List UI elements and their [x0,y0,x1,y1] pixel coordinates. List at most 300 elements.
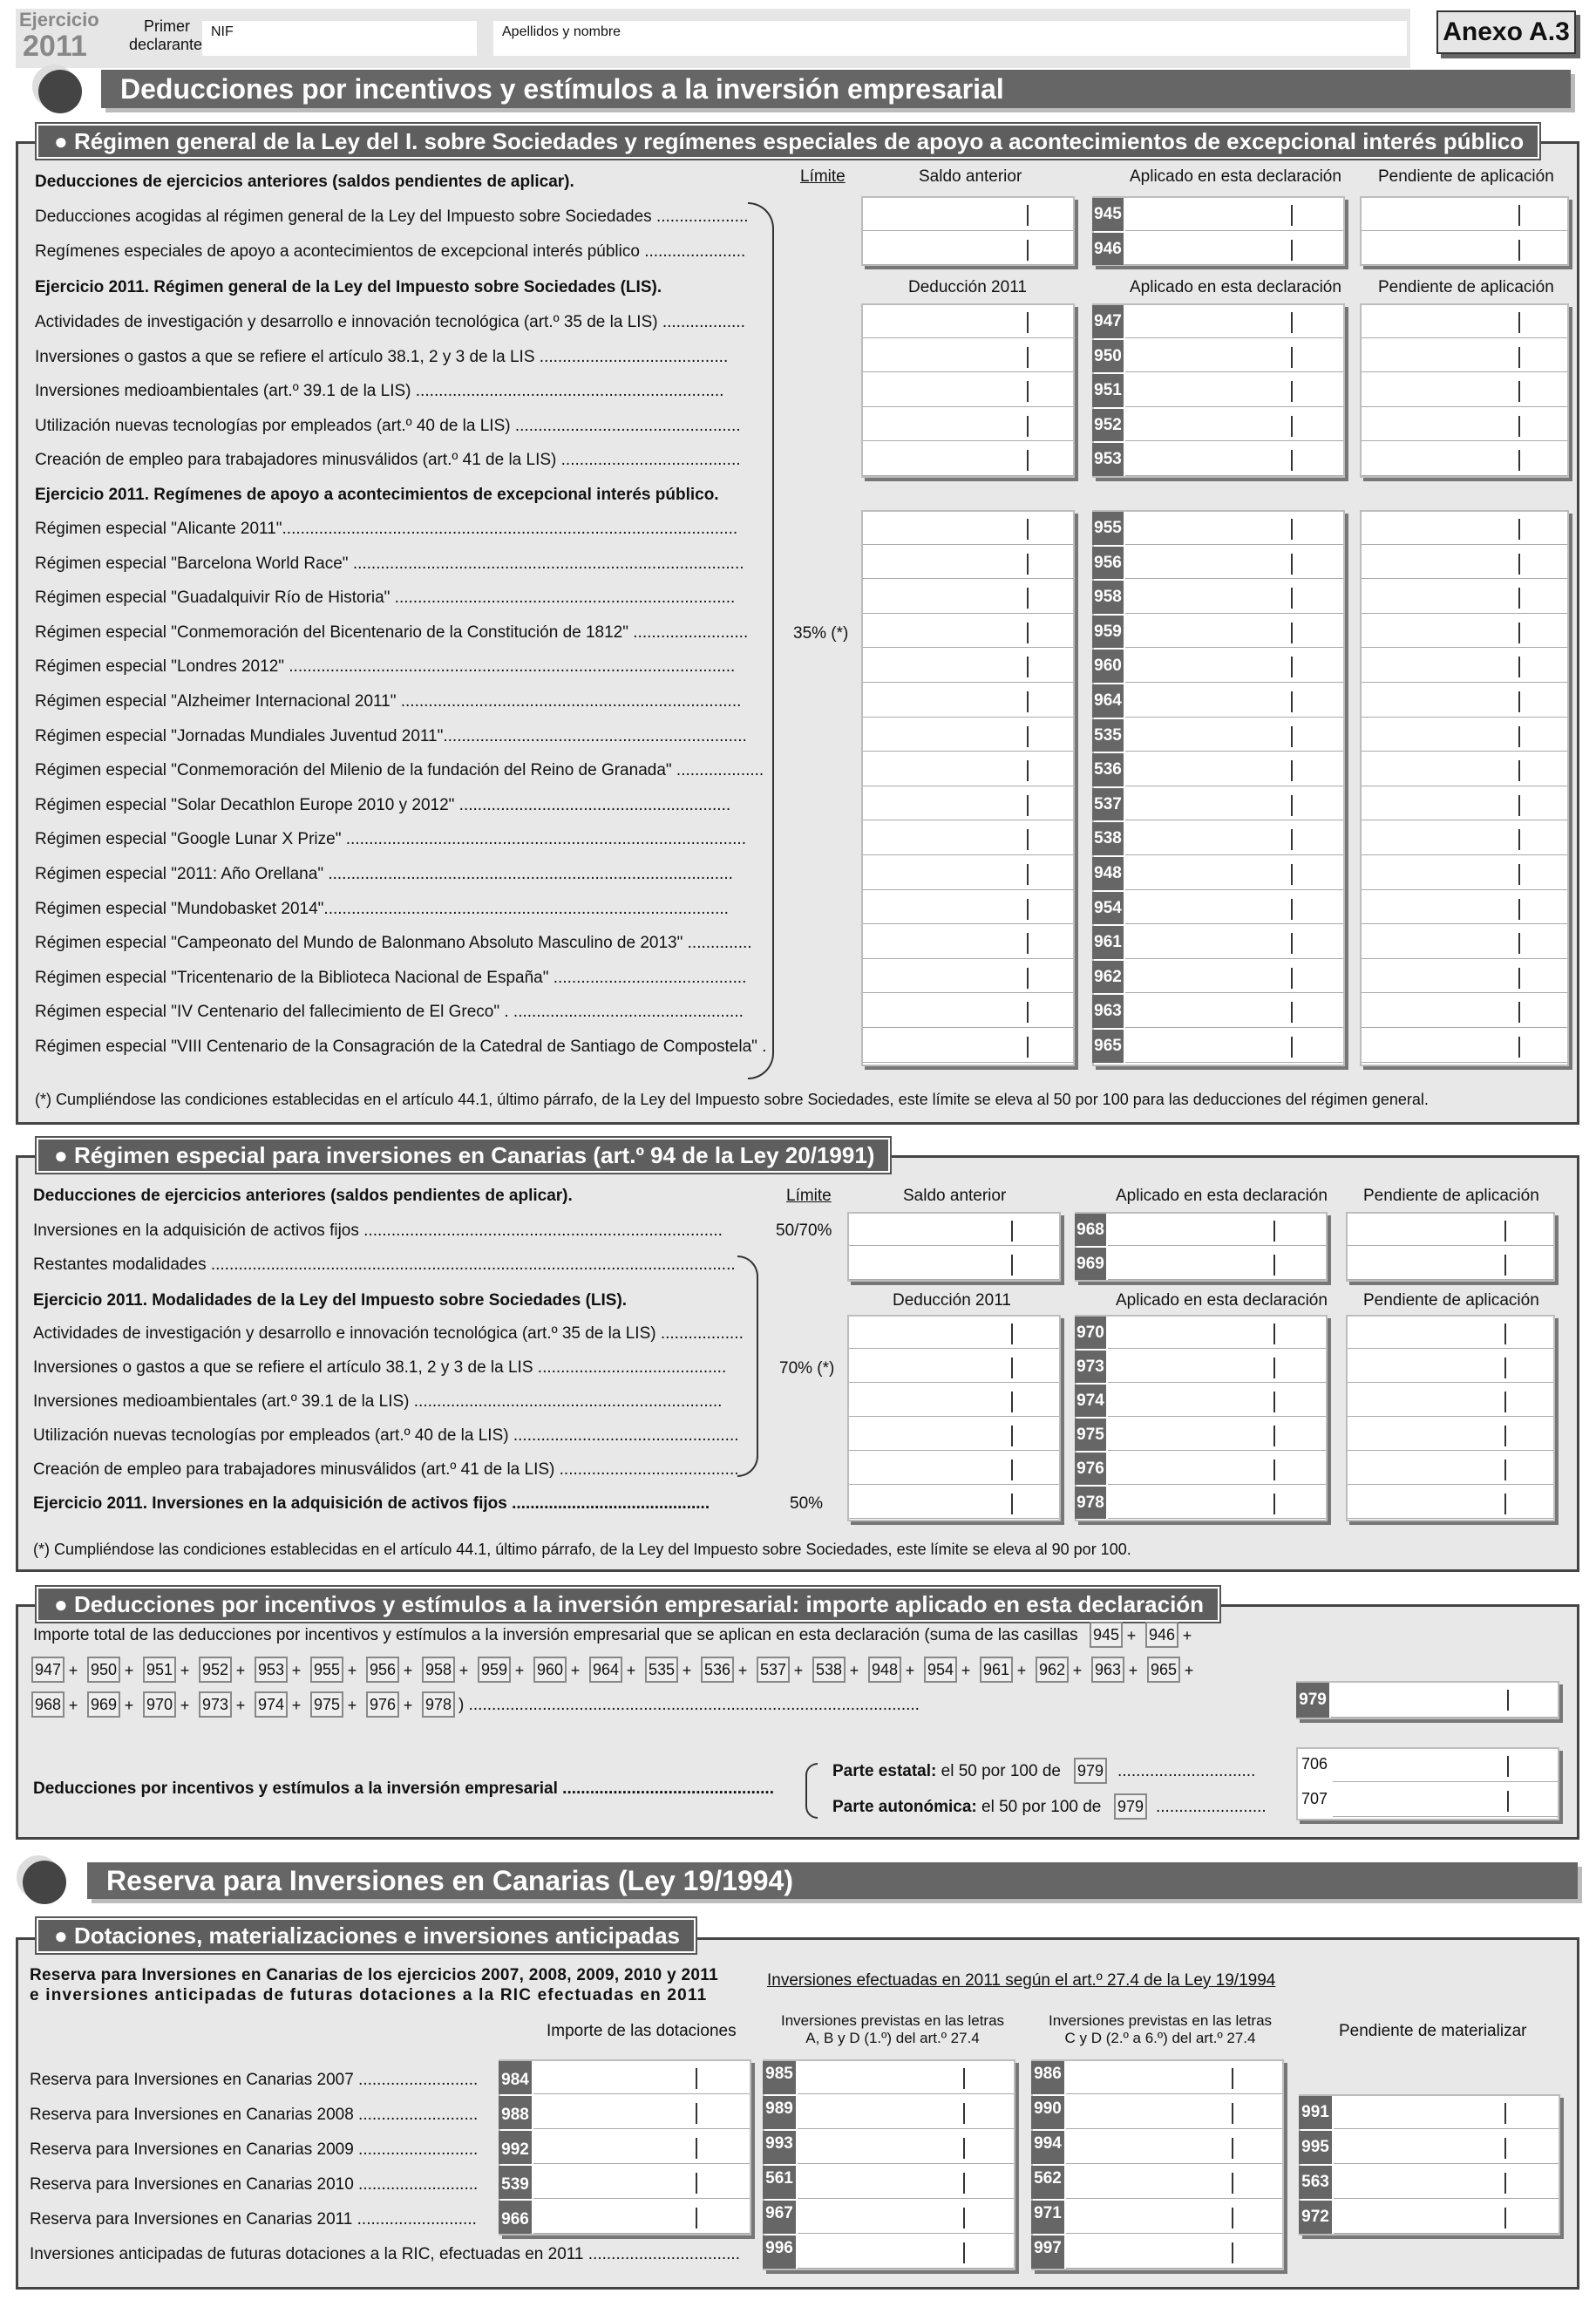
input-cell[interactable] [1125,409,1343,442]
input-cell[interactable] [1108,1385,1326,1417]
decimal-separator [1027,829,1029,850]
input-cell[interactable] [798,2131,1014,2164]
input-cell[interactable] [798,2061,1014,2094]
box-code-light: 707 [1298,1784,1331,1817]
box-code: 535 [1092,719,1124,752]
casilla-chip: 960 [533,1657,567,1683]
box-code: 562 [1031,2166,1064,2199]
decimal-separator [1518,864,1520,885]
input-cell[interactable] [1108,1419,1326,1451]
row-label: Utilización nuevas tecnologías por empleados (art.º 40 de la LIS) ................................................. [33,1426,739,1445]
plus-sign: + [1126,1627,1137,1644]
input-cell[interactable] [849,1317,1059,1349]
input-cell[interactable] [849,1351,1059,1383]
input-cell[interactable] [1362,650,1567,683]
limit-value: 35% (*) [793,624,849,643]
input-cell[interactable] [863,409,1073,442]
decimal-separator [1027,933,1029,954]
decimal-separator [1518,760,1520,781]
input-cell[interactable] [1334,2201,1559,2234]
col-saldo: Saldo anterior [903,1187,1007,1205]
decimal-separator [1518,416,1520,437]
input-cell[interactable] [1066,2131,1282,2164]
row-label: Deducciones acogidas al régimen general de la Ley del Impuesto sobre Sociedades .................... [35,208,749,226]
casilla-chip: 964 [589,1657,622,1683]
input-cell[interactable] [1362,616,1567,649]
input-cell[interactable] [533,2061,750,2094]
input-cell[interactable] [863,581,1073,614]
input-cell[interactable] [798,2166,1014,2199]
row-label: Inversiones medioambientales (art.º 39.1 de la LIS) ................................................................... [35,382,724,401]
box-code: 968 [1075,1214,1106,1246]
casilla-chip: 953 [255,1657,288,1683]
input-cell[interactable] [1125,1030,1343,1063]
decimal-separator [1504,2103,1506,2124]
input-cell[interactable] [1125,547,1343,580]
col-ded: Deducción 2011 [893,1291,1011,1310]
input-cell[interactable] [1362,340,1567,373]
box-code: 978 [1075,1487,1106,1519]
input-cell[interactable] [1348,1214,1553,1246]
input-cell[interactable] [1125,650,1343,683]
input-cell[interactable] [1362,233,1567,266]
parte-estatal-text: el 50 por 100 de [936,1762,1061,1780]
section-title: Deducciones por incentivos y estímulos a la inversión empresarial [101,70,1571,108]
input-cell[interactable] [1362,198,1567,231]
parte-autonomica-label: Parte autonómica: [832,1798,977,1816]
plus-sign: + [124,1697,134,1714]
input-cell[interactable] [1125,305,1343,338]
decimal-separator [1518,347,1520,368]
input-cell[interactable] [1362,926,1567,959]
decimal-separator [963,2103,965,2124]
input-cell[interactable] [1125,512,1343,545]
decimal-separator [1291,623,1293,643]
input-cell[interactable] [1125,340,1343,373]
box-code: 947 [1092,305,1124,338]
decimal-separator [1291,760,1293,781]
decimal-separator [1027,554,1029,575]
box-code: 960 [1092,650,1124,683]
input-cell[interactable] [1362,822,1567,855]
box-code: 966 [499,2201,532,2234]
row-label: Reserva para Inversiones en Canarias 2010 .......................... [30,2175,479,2194]
input-cell[interactable] [863,961,1073,994]
input-cell[interactable] [1125,581,1343,614]
intro: Importe total de las deducciones por incentivos y estímulos a la inversión empresarial que se aplican en esta declaración (suma de las casillas [33,1626,1078,1644]
input-cell[interactable] [1125,961,1343,994]
decimal-separator [1232,2068,1233,2089]
casilla-chip: 950 [87,1657,120,1683]
input-cell[interactable] [863,1030,1073,1063]
decimal-separator [1232,2242,1233,2263]
input-cell[interactable] [863,443,1073,476]
exercise-year: 2011 [23,30,87,63]
decimal-separator [1291,1002,1293,1023]
heading-prev: Deducciones de ejercicios anteriores (saldos pendientes de aplicar). [35,173,574,191]
input-cell[interactable] [863,340,1073,373]
col-pendiente: Pendiente de aplicación [1363,1291,1539,1310]
plus-sign: + [1182,1627,1192,1644]
decimal-separator [1291,450,1293,471]
input-cell[interactable] [849,1214,1059,1246]
input-cell[interactable] [863,233,1073,266]
casilla-chip: 536 [701,1657,734,1683]
section-bullet-icon [23,1861,66,1904]
input-cell[interactable] [1066,2166,1282,2199]
casilla-chip: 979 [1114,1793,1147,1820]
box-code: 963 [1092,995,1124,1028]
box-code: 993 [763,2131,796,2164]
input-cell[interactable] [863,926,1073,959]
input-cell[interactable] [1125,995,1343,1028]
decimal-separator [1011,1324,1013,1344]
decimal-separator [1291,864,1293,885]
input-cell[interactable] [1108,1487,1326,1519]
casilla-chip: 962 [1036,1657,1069,1683]
decimal-separator [1027,657,1029,677]
input-cell[interactable] [1066,2096,1282,2129]
box-code: 958 [1092,581,1124,614]
input-cell[interactable] [1348,1453,1553,1485]
decimal-separator [1273,1324,1275,1344]
input-cell[interactable] [849,1419,1059,1451]
input-cell[interactable] [849,1385,1059,1417]
input-cell[interactable] [863,650,1073,683]
decimal-separator [1291,795,1293,816]
row-label: Régimen especial "Tricentenario de la Biblioteca Nacional de España" .......................................... [35,968,747,987]
plus-sign: + [235,1697,246,1714]
row-label: Régimen especial "Alzheimer Internacional 2011" .......................................................................... [35,692,742,711]
input-cell[interactable] [1362,788,1567,821]
input-cell[interactable] [1362,753,1567,786]
plus-sign: + [403,1697,413,1714]
input-cell[interactable] [1066,2235,1282,2269]
casilla-chip: 956 [366,1657,399,1683]
input-cell[interactable] [533,2131,750,2164]
decimal-separator [1504,2173,1506,2194]
row-label: Actividades de investigación y desarrollo e innovación tecnológica (art.º 35 de la LIS) .................. [33,1324,744,1343]
casilla-chip: 948 [868,1657,901,1683]
decimal-separator [1011,1460,1013,1480]
casilla-chip: 975 [310,1691,343,1718]
input-cell[interactable] [863,616,1073,649]
input-cell[interactable] [863,198,1073,231]
col-pendiente: Pendiente de aplicación [1378,167,1554,186]
col-pend: Pendiente de materializar [1339,2022,1527,2040]
decimal-separator [1027,899,1029,920]
plus-sign: + [849,1662,859,1679]
input-cell[interactable] [533,2096,750,2129]
box-code: 996 [763,2235,796,2269]
box-code: 985 [763,2061,796,2094]
row-label: Régimen especial "Alicante 2011"................................................................................................... [35,520,738,538]
decimal-separator [1027,968,1029,989]
input-cell[interactable] [1333,1784,1558,1817]
tab-importe-aplicado-label: Deducciones por incentivos y estímulos a la inversión empresarial: importe aplicado en esta declaración [73,1591,1205,1617]
plus-sign: + [737,1662,748,1679]
row-label: Régimen especial "Conmemoración del Bicentenario de la Constitución de 1812" ......................... [35,623,749,642]
input-cell[interactable] [1348,1317,1553,1349]
row-label: Régimen especial "Jornadas Mundiales Juventud 2011".................................................................. [35,726,747,745]
row-label: Reserva para Inversiones en Canarias 2011 .......................... [30,2210,477,2229]
plus-sign: + [68,1697,78,1714]
decimal-separator [1507,1690,1509,1711]
decimal-separator [1518,312,1520,333]
box-code: 956 [1092,547,1124,580]
decimal-separator [1011,1255,1013,1276]
decimal-separator [1232,2138,1233,2159]
casilla-chip: 951 [143,1657,176,1683]
input-cell[interactable] [1334,2166,1559,2199]
box-code: 539 [499,2166,532,2199]
input-cell[interactable] [1348,1419,1553,1451]
row-label: Régimen especial "Google Lunar X Prize" ....................................................................................... [35,830,746,849]
input-cell[interactable] [1108,1214,1326,1246]
decimal-separator [1518,381,1520,402]
box-code: 945 [1092,198,1124,231]
input-cell[interactable] [798,2235,1014,2269]
casilla-chip: 970 [143,1691,176,1718]
box-code: 948 [1092,857,1124,890]
decimal-separator [1027,240,1029,261]
input-cell[interactable] [863,547,1073,580]
input-cell[interactable] [1125,684,1343,718]
plus-sign: + [961,1662,971,1679]
decimal-separator [1027,347,1029,368]
input-cell[interactable] [1333,1749,1558,1782]
box-code: 989 [763,2096,796,2129]
casilla-chip: 947 [31,1657,65,1683]
tab-ric: ● Dotaciones, materializaciones e inversiones anticipadas [37,1918,696,1953]
input-cell[interactable] [1362,305,1567,338]
decimal-separator [1027,381,1029,402]
dots: ) .................................................................................................. [458,1696,920,1714]
decimal-separator [1291,416,1293,437]
input-cell[interactable] [849,1453,1059,1485]
parte-estatal [832,1763,1061,1779]
input-cell[interactable] [863,512,1073,545]
input-cell[interactable] [1125,926,1343,959]
input-cell[interactable] [849,1248,1059,1280]
casilla-chip: 946 [1145,1622,1178,1648]
casilla-chip: 961 [980,1657,1013,1683]
box-code: 972 [1299,2201,1332,2234]
input-cell[interactable] [1362,443,1567,476]
casilla-chip: 958 [422,1657,455,1683]
box-code: 946 [1092,233,1124,266]
input-cell[interactable] [1348,1385,1553,1417]
plus-sign: + [403,1662,413,1679]
heading-lis: Ejercicio 2011. Régimen general de la Ley del Impuesto sobre Sociedades (LIS). [35,278,662,296]
input-cell[interactable] [1348,1248,1553,1280]
decimal-separator [1504,1426,1506,1446]
decimal-separator [1518,588,1520,609]
tab-regimen-general-label: Régimen general de la Ley del I. sobre Sociedades y regímenes especiales de apoyo a acontecimientos de excepcional interés público [73,128,1525,154]
input-cell[interactable] [863,684,1073,718]
input-cell[interactable] [1362,684,1567,718]
input-cell[interactable] [1362,1030,1567,1063]
input-cell[interactable] [1125,753,1343,786]
col-aplicado: Aplicado en esta declaración [1116,1187,1328,1205]
box-code: 537 [1092,788,1124,821]
box-code: 992 [499,2131,532,2164]
row-label: Régimen especial "Londres 2012" ................................................................................................. [35,657,736,677]
ric-intro-2: e inversiones anticipadas de futuras dotaciones a la RIC efectuadas en 2011 [30,1986,708,2004]
input-cell[interactable] [1362,547,1567,580]
box-code: 563 [1299,2166,1332,2199]
total-input[interactable] [1331,1683,1558,1718]
input-cell[interactable] [1334,2131,1559,2164]
casilla-chip: 965 [1147,1657,1180,1683]
row-label: Utilización nuevas tecnologías por empleados (art.º 40 de la LIS) ................................................. [35,416,741,435]
casilla-chip: 979 [1074,1758,1107,1784]
input-cell[interactable] [1362,995,1567,1028]
plus-sign: + [458,1662,469,1679]
input-cell[interactable] [1066,2201,1282,2234]
casilla-chip: 973 [199,1691,232,1718]
decimal-separator [1011,1221,1013,1242]
box-code: 951 [1092,374,1124,407]
box-code: 561 [763,2166,796,2199]
plus-sign: + [291,1662,302,1679]
input-cell[interactable] [1125,198,1343,231]
limit-value: 70% (*) [779,1359,835,1378]
input-cell[interactable] [1125,443,1343,476]
nif-field[interactable] [202,21,477,56]
name-field[interactable] [493,21,1407,56]
decimal-separator [1291,933,1293,954]
input-cell[interactable] [863,788,1073,821]
input-cell[interactable] [1125,719,1343,752]
row-label: Régimen especial "Solar Decathlon Europe 2010 y 2012" ........................................................... [35,795,731,814]
col-ded: Deducción 2011 [908,278,1027,296]
decimal-separator [1027,205,1029,226]
input-cell[interactable] [1125,374,1343,407]
input-cell[interactable] [1348,1351,1553,1383]
input-cell[interactable] [1125,233,1343,266]
decimal-separator [1291,657,1293,677]
casilla-chip: 969 [87,1691,120,1718]
decimal-separator [1273,1494,1275,1514]
input-cell[interactable] [1066,2061,1282,2094]
dots: ........................ [1156,1798,1267,1816]
tab-importe-aplicado: ● Deducciones por incentivos y estímulos a la inversión empresarial: importe aplicado en esta declaración [37,1587,1219,1622]
row-label: Inversiones o gastos a que se refiere el artículo 38.1, 2 y 3 de la LIS ......................................... [33,1358,727,1377]
decimal-separator [1273,1358,1275,1378]
input-cell[interactable] [863,305,1073,338]
declarant-label: Primer declarante [129,17,203,53]
decimal-separator [1027,1037,1029,1058]
input-cell[interactable] [1125,788,1343,821]
decimal-separator [1518,554,1520,575]
casilla-chip: 968 [31,1691,65,1718]
input-cell[interactable] [1108,1351,1326,1383]
decimal-separator [696,2068,697,2089]
input-cell[interactable] [1362,892,1567,925]
input-cell[interactable] [863,719,1073,752]
plus-sign: + [1072,1662,1083,1679]
box-code: 954 [1092,892,1124,925]
decimal-separator [1504,1221,1506,1242]
plus-sign: + [1184,1662,1194,1679]
input-cell[interactable] [863,374,1073,407]
input-cell[interactable] [1362,857,1567,890]
col-pendiente: Pendiente de aplicación [1378,278,1554,296]
decimal-separator [1504,2208,1506,2229]
input-cell[interactable] [1334,2096,1559,2129]
col-aplicado: Aplicado en esta declaración [1116,1291,1328,1310]
box-code: 986 [1031,2061,1064,2094]
input-cell[interactable] [1108,1317,1326,1349]
decimal-separator [1291,312,1293,333]
row-label: Inversiones o gastos a que se refiere el artículo 38.1, 2 y 3 de la LIS ......................................... [35,347,729,366]
input-cell[interactable] [1125,857,1343,890]
nif-label: NIF [211,24,234,39]
box-code: 955 [1092,512,1124,545]
decimal-separator [696,2173,697,2194]
input-cell[interactable] [798,2096,1014,2129]
decimal-separator [1011,1358,1013,1378]
input-cell[interactable] [849,1487,1059,1519]
input-cell[interactable] [863,857,1073,890]
input-cell[interactable] [863,892,1073,925]
input-cell[interactable] [1362,581,1567,614]
section-bullet-icon [38,70,82,113]
box-code-light: 706 [1298,1749,1331,1782]
casilla-chip: 952 [199,1657,232,1683]
input-cell[interactable] [1125,822,1343,855]
decimal-separator [1291,205,1293,226]
input-cell[interactable] [1348,1487,1553,1519]
box-code: 984 [499,2061,532,2094]
input-cell[interactable] [863,995,1073,1028]
box-code: 975 [1075,1419,1106,1451]
tab-canarias-label: Régimen especial para inversiones en Canarias (art.º 94 de la Ley 20/1991) [73,1142,875,1168]
input-cell[interactable] [1108,1248,1326,1280]
casilla-chip: 959 [478,1657,511,1683]
box-code: 964 [1092,684,1124,718]
box-code: 997 [1031,2235,1064,2269]
decimal-separator [1518,968,1520,989]
decimal-separator [1291,554,1293,575]
exercise-label: Ejercicio [19,9,99,31]
input-cell[interactable] [798,2201,1014,2234]
input-cell[interactable] [1362,374,1567,407]
row-label: Régimen especial "VIII Centenario de la Consagración de la Catedral de Santiago de Compostela" . [35,1038,767,1056]
row-label: Reserva para Inversiones en Canarias 2007 .......................... [30,2071,479,2089]
input-cell[interactable] [1125,616,1343,649]
input-cell[interactable] [533,2201,750,2234]
input-cell[interactable] [863,822,1073,855]
decimal-separator [1027,519,1029,540]
input-cell[interactable] [863,753,1073,786]
input-cell[interactable] [1362,512,1567,545]
col-saldo: Saldo anterior [919,167,1022,186]
input-cell[interactable] [1362,961,1567,994]
decimal-separator [963,2173,965,2194]
input-cell[interactable] [1362,719,1567,752]
input-cell[interactable] [1362,409,1567,442]
input-cell[interactable] [533,2166,750,2199]
tab-ric-label: Dotaciones, materializaciones e inversiones anticipadas [73,1922,680,1949]
input-cell[interactable] [1125,892,1343,925]
box-code: 974 [1075,1385,1106,1417]
plus-sign: + [1128,1662,1138,1679]
input-cell[interactable] [1108,1453,1326,1485]
plus-sign: + [291,1697,302,1714]
decimal-separator [1027,312,1029,333]
